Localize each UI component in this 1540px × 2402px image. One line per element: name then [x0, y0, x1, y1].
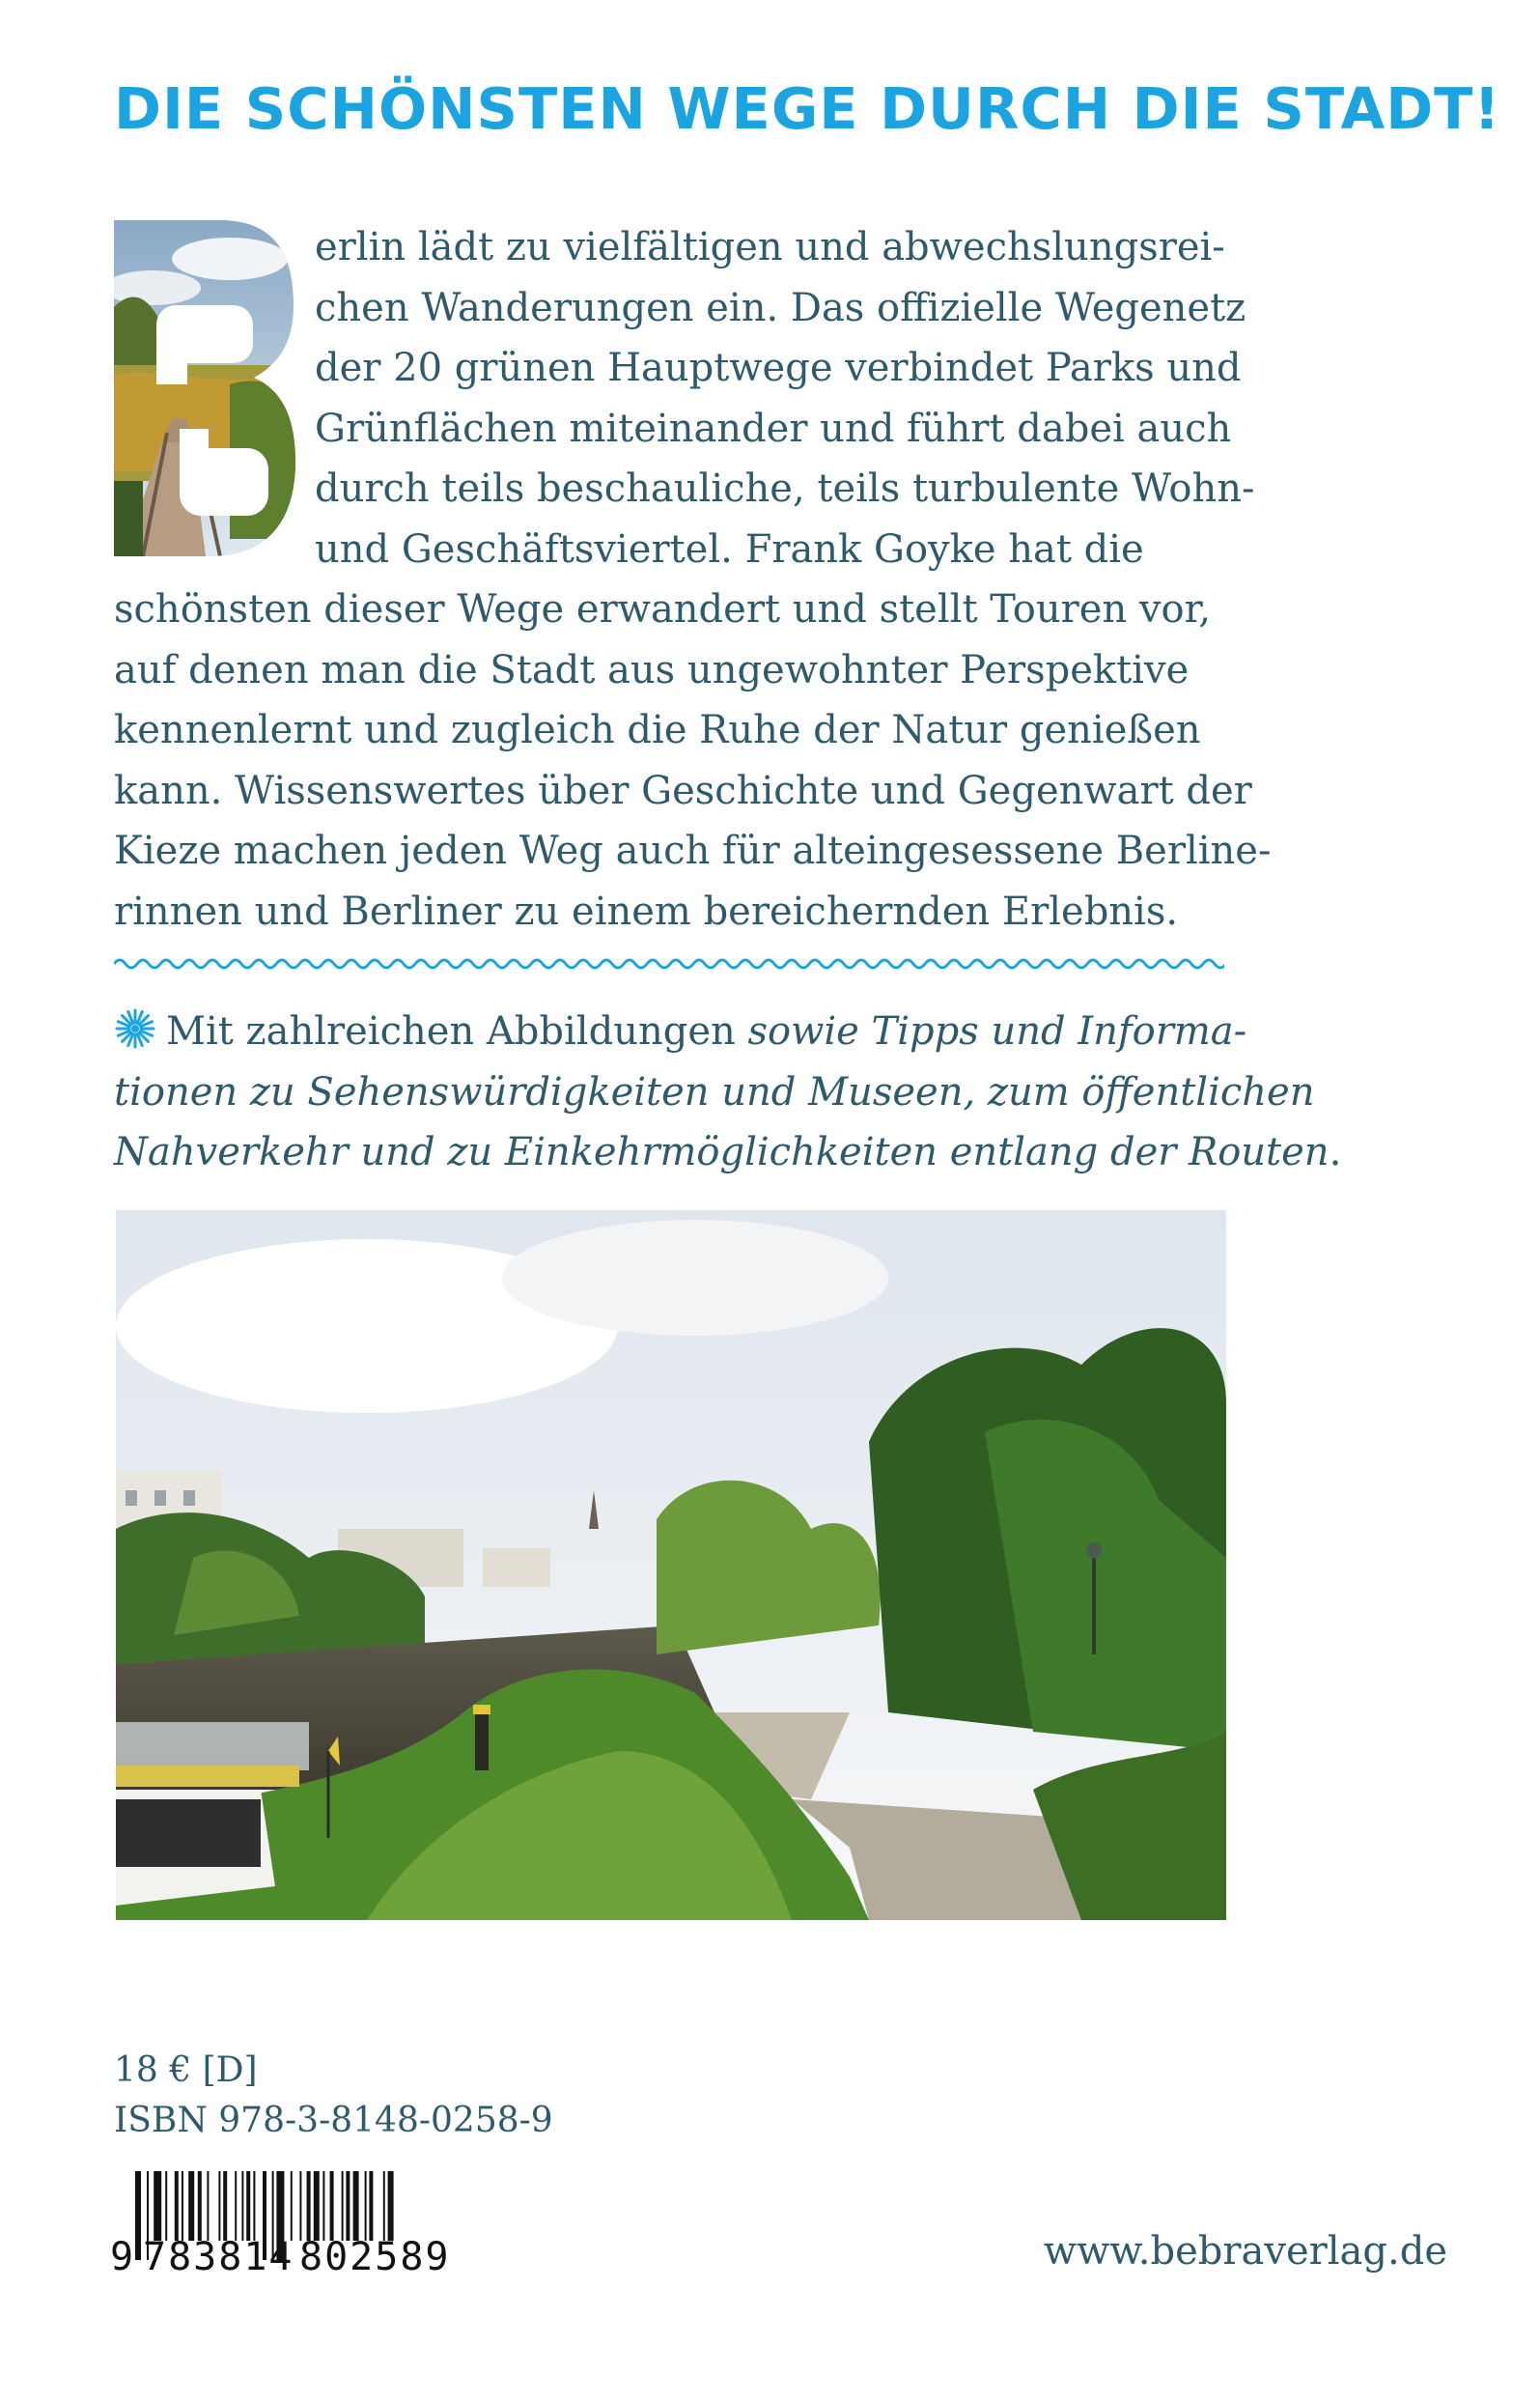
barcode-digits-left: 783814	[143, 2235, 294, 2279]
barcode-bar	[253, 2171, 255, 2241]
barcode-bar	[241, 2171, 243, 2241]
barcode-bar	[365, 2171, 367, 2241]
barcode-digits-right: 802589	[299, 2235, 451, 2279]
barcode-bar	[342, 2171, 344, 2241]
intro-line: und Geschäftsviertel. Frank Goyke hat die	[315, 526, 1144, 572]
note-regular: Mit zahlreichen Abbildungen	[166, 1009, 736, 1054]
barcode-bar	[307, 2171, 311, 2241]
barcode-bar	[235, 2171, 237, 2241]
headline: DIE SCHÖNSTEN WEGE DURCH DIE STADT!	[114, 75, 1501, 142]
river-landscape-photo	[116, 1210, 1226, 1920]
barcode-bar	[388, 2171, 394, 2241]
barcode-bar	[154, 2171, 161, 2241]
barcode-bar	[198, 2171, 202, 2241]
barcode-bar	[346, 2171, 350, 2241]
barcode-bar	[207, 2171, 209, 2241]
barcode-bar	[246, 2171, 250, 2241]
intro-line: erlin lädt zu vielfältigen und abwechslungsrei-	[315, 225, 1225, 269]
intro-line: chen Wanderungen ein. Das offizielle Wegenetz	[315, 285, 1246, 330]
barcode	[110, 2171, 463, 2297]
barcode-bar	[299, 2171, 301, 2241]
note-line-2: tionen zu Sehenswürdigkeiten und Museen, zum öffentlichen	[114, 1069, 1315, 1115]
barcode-bar	[182, 2171, 183, 2241]
features-note: Mit zahlreichen Abbildungen sowie Tipps und Informa- tionen zu Sehenswürdigkeiten und Museen, zum öffentlichen Nahverkehr und zu Einkehrmöglichkeiten entlang der Routen.	[114, 1009, 1342, 1174]
barcode-bar	[353, 2171, 359, 2241]
barcode-bar	[223, 2171, 227, 2241]
barcode-bar	[314, 2171, 320, 2241]
barcode-bar	[383, 2171, 385, 2241]
wave-divider	[114, 954, 1224, 974]
barcode-bar	[291, 2171, 293, 2241]
intro-line: durch teils beschauliche, teils turbulente Wohn-	[315, 466, 1255, 511]
isbn: ISBN 978-3-8148-0258-9	[114, 2101, 553, 2140]
intro-line: Grünflächen miteinander und führt dabei auch	[315, 406, 1232, 451]
barcode-bar	[218, 2171, 220, 2241]
barcode-bar	[322, 2171, 324, 2241]
barcode-bar	[330, 2171, 334, 2241]
barcode-bar	[135, 2171, 141, 2260]
intro-line: der 20 grünen Hauptwege verbindet Parks und	[315, 346, 1242, 390]
intro-line: kann. Wissenswertes über Geschichte und Gegenwart der	[114, 768, 1252, 813]
sunburst-icon	[114, 1007, 156, 1050]
barcode-bar	[188, 2171, 194, 2241]
publisher-website-link[interactable]: www.bebraverlag.de	[1043, 2229, 1447, 2274]
barcode-digit-first: 9	[110, 2235, 134, 2279]
barcode-bar	[175, 2171, 179, 2241]
intro-line: kennenlernt und zugleich die Ruhe der Natur genießen	[114, 708, 1201, 752]
note-italic: sowie Tipps und Informa-	[747, 1009, 1247, 1054]
note-line-3: Nahverkehr und zu Einkehrmöglichkeiten entlang der Routen	[114, 1130, 1330, 1174]
intro-paragraph	[114, 217, 1273, 942]
intro-line: auf denen man die Stadt aus ungewohnter Perspektive	[114, 647, 1190, 692]
barcode-bar	[165, 2171, 167, 2241]
barcode-bar	[369, 2171, 373, 2241]
intro-line: Kieze machen jeden Weg auch für alteingesessene Berline-	[114, 829, 1272, 873]
price: 18 € [D]	[114, 2050, 258, 2090]
intro-line: schönsten dieser Wege erwandert und stellt Touren vor,	[114, 587, 1212, 632]
intro-line: rinnen und Berliner zu einem bereichernden Erlebnis.	[114, 889, 1179, 934]
